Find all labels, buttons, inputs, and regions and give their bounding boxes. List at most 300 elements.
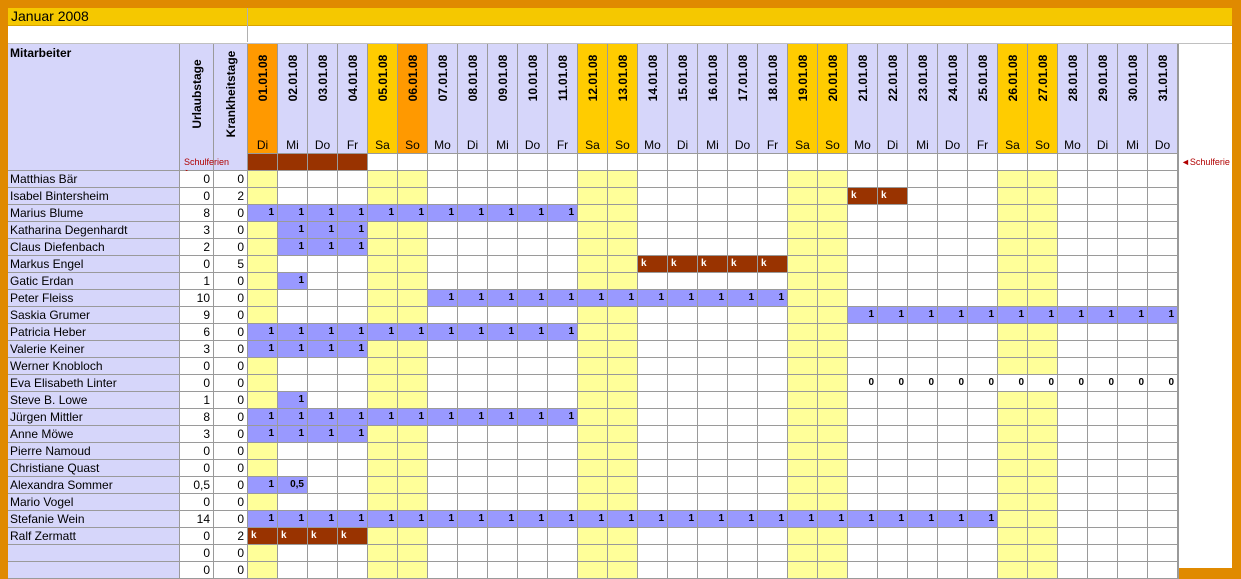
- day-cell[interactable]: [878, 426, 908, 443]
- day-cell[interactable]: [608, 307, 638, 324]
- vacation-days-cell[interactable]: 10: [180, 290, 214, 307]
- day-cell[interactable]: [398, 188, 428, 205]
- day-cell[interactable]: [908, 443, 938, 460]
- day-cell[interactable]: [608, 256, 638, 273]
- day-cell[interactable]: [548, 239, 578, 256]
- day-cell[interactable]: [788, 256, 818, 273]
- day-cell[interactable]: [818, 290, 848, 307]
- day-cell[interactable]: [248, 392, 278, 409]
- day-cell[interactable]: [518, 426, 548, 443]
- day-cell[interactable]: [848, 562, 878, 579]
- day-cell[interactable]: [698, 562, 728, 579]
- day-cell[interactable]: [1058, 494, 1088, 511]
- day-cell[interactable]: [638, 511, 668, 528]
- day-cell[interactable]: [578, 205, 608, 222]
- day-cell[interactable]: [668, 222, 698, 239]
- day-cell[interactable]: [308, 392, 338, 409]
- day-cell[interactable]: [938, 290, 968, 307]
- day-cell[interactable]: [788, 562, 818, 579]
- day-cell[interactable]: [338, 171, 368, 188]
- day-cell[interactable]: [428, 188, 458, 205]
- day-cell[interactable]: [1058, 562, 1088, 579]
- day-cell[interactable]: [548, 171, 578, 188]
- day-cell[interactable]: [788, 477, 818, 494]
- day-cell[interactable]: [1058, 307, 1088, 324]
- day-cell[interactable]: [638, 545, 668, 562]
- employee-name[interactable]: Steve B. Lowe: [8, 392, 180, 409]
- day-cell[interactable]: [548, 222, 578, 239]
- day-cell[interactable]: [1088, 392, 1118, 409]
- day-cell[interactable]: [338, 477, 368, 494]
- day-cell[interactable]: [998, 358, 1028, 375]
- day-cell[interactable]: [458, 494, 488, 511]
- day-cell[interactable]: [368, 222, 398, 239]
- day-cell[interactable]: [458, 426, 488, 443]
- day-cell[interactable]: [938, 307, 968, 324]
- day-cell[interactable]: [908, 409, 938, 426]
- day-cell[interactable]: [608, 443, 638, 460]
- day-cell[interactable]: [878, 562, 908, 579]
- day-cell[interactable]: [338, 273, 368, 290]
- day-cell[interactable]: [998, 426, 1028, 443]
- day-cell[interactable]: [1028, 528, 1058, 545]
- day-cell[interactable]: [458, 562, 488, 579]
- day-cell[interactable]: [578, 239, 608, 256]
- day-cell[interactable]: [788, 171, 818, 188]
- day-cell[interactable]: [518, 477, 548, 494]
- vacation-days-cell[interactable]: 3: [180, 341, 214, 358]
- day-cell[interactable]: [608, 562, 638, 579]
- day-cell[interactable]: [1088, 171, 1118, 188]
- day-cell[interactable]: [488, 256, 518, 273]
- employee-name[interactable]: Marius Blume: [8, 205, 180, 222]
- day-cell[interactable]: [668, 188, 698, 205]
- day-cell[interactable]: [338, 528, 368, 545]
- day-cell[interactable]: [518, 256, 548, 273]
- day-cell[interactable]: [608, 171, 638, 188]
- day-cell[interactable]: [1148, 239, 1178, 256]
- day-cell[interactable]: [668, 443, 698, 460]
- day-cell[interactable]: [368, 494, 398, 511]
- day-cell[interactable]: [998, 528, 1028, 545]
- day-cell[interactable]: [368, 511, 398, 528]
- day-cell[interactable]: [518, 545, 548, 562]
- day-cell[interactable]: [308, 375, 338, 392]
- day-cell[interactable]: [1058, 256, 1088, 273]
- day-cell[interactable]: [698, 307, 728, 324]
- day-cell[interactable]: [338, 443, 368, 460]
- day-cell[interactable]: [548, 392, 578, 409]
- day-cell[interactable]: [548, 256, 578, 273]
- day-cell[interactable]: [248, 171, 278, 188]
- day-cell[interactable]: [1118, 511, 1148, 528]
- day-cell[interactable]: [278, 494, 308, 511]
- day-cell[interactable]: [1148, 222, 1178, 239]
- day-cell[interactable]: [1148, 307, 1178, 324]
- day-cell[interactable]: [818, 562, 848, 579]
- employee-name[interactable]: Valerie Keiner: [8, 341, 180, 358]
- day-cell[interactable]: [758, 256, 788, 273]
- day-cell[interactable]: [578, 545, 608, 562]
- day-cell[interactable]: [278, 443, 308, 460]
- day-cell[interactable]: [1028, 375, 1058, 392]
- day-cell[interactable]: [278, 511, 308, 528]
- day-cell[interactable]: [638, 562, 668, 579]
- day-cell[interactable]: [638, 290, 668, 307]
- day-cell[interactable]: [458, 273, 488, 290]
- day-cell[interactable]: [428, 426, 458, 443]
- employee-name[interactable]: Isabel Bintersheim: [8, 188, 180, 205]
- day-cell[interactable]: [608, 358, 638, 375]
- day-cell[interactable]: [878, 443, 908, 460]
- day-cell[interactable]: [758, 307, 788, 324]
- day-cell[interactable]: [398, 273, 428, 290]
- day-cell[interactable]: [1028, 511, 1058, 528]
- day-cell[interactable]: [1148, 205, 1178, 222]
- day-cell[interactable]: [518, 273, 548, 290]
- day-cell[interactable]: [818, 171, 848, 188]
- day-cell[interactable]: [1088, 443, 1118, 460]
- day-cell[interactable]: [908, 324, 938, 341]
- day-cell[interactable]: [398, 460, 428, 477]
- day-cell[interactable]: [428, 171, 458, 188]
- day-cell[interactable]: [1088, 460, 1118, 477]
- day-cell[interactable]: [908, 205, 938, 222]
- day-cell[interactable]: [338, 545, 368, 562]
- day-cell[interactable]: [758, 358, 788, 375]
- day-cell[interactable]: [278, 205, 308, 222]
- day-cell[interactable]: [788, 188, 818, 205]
- employee-name[interactable]: Pierre Namoud: [8, 443, 180, 460]
- day-cell[interactable]: [848, 205, 878, 222]
- day-cell[interactable]: [938, 222, 968, 239]
- day-cell[interactable]: [938, 205, 968, 222]
- day-cell[interactable]: [338, 562, 368, 579]
- day-cell[interactable]: [788, 273, 818, 290]
- employee-name[interactable]: Gatic Erdan: [8, 273, 180, 290]
- day-cell[interactable]: [278, 324, 308, 341]
- day-cell[interactable]: [698, 290, 728, 307]
- day-cell[interactable]: [668, 528, 698, 545]
- day-cell[interactable]: [338, 222, 368, 239]
- day-cell[interactable]: [938, 477, 968, 494]
- day-cell[interactable]: [518, 239, 548, 256]
- day-cell[interactable]: [908, 358, 938, 375]
- day-cell[interactable]: [758, 511, 788, 528]
- day-cell[interactable]: [1028, 205, 1058, 222]
- day-cell[interactable]: [398, 341, 428, 358]
- day-cell[interactable]: [368, 460, 398, 477]
- day-cell[interactable]: [1148, 409, 1178, 426]
- day-cell[interactable]: [758, 341, 788, 358]
- day-cell[interactable]: [308, 205, 338, 222]
- day-cell[interactable]: [308, 256, 338, 273]
- day-cell[interactable]: [698, 494, 728, 511]
- day-cell[interactable]: [698, 239, 728, 256]
- day-cell[interactable]: [518, 494, 548, 511]
- day-cell[interactable]: [968, 307, 998, 324]
- day-cell[interactable]: [1148, 375, 1178, 392]
- day-cell[interactable]: [908, 307, 938, 324]
- day-cell[interactable]: [848, 477, 878, 494]
- day-cell[interactable]: [248, 290, 278, 307]
- day-cell[interactable]: [578, 426, 608, 443]
- day-cell[interactable]: [1058, 188, 1088, 205]
- day-cell[interactable]: [428, 341, 458, 358]
- day-cell[interactable]: [248, 443, 278, 460]
- day-cell[interactable]: [1028, 426, 1058, 443]
- day-cell[interactable]: [668, 426, 698, 443]
- employee-name[interactable]: Werner Knobloch: [8, 358, 180, 375]
- day-cell[interactable]: [668, 460, 698, 477]
- day-cell[interactable]: [878, 188, 908, 205]
- day-cell[interactable]: [548, 358, 578, 375]
- day-cell[interactable]: [308, 358, 338, 375]
- day-cell[interactable]: [1118, 307, 1148, 324]
- day-cell[interactable]: [818, 528, 848, 545]
- day-cell[interactable]: [518, 392, 548, 409]
- day-cell[interactable]: [248, 341, 278, 358]
- day-cell[interactable]: [428, 477, 458, 494]
- day-cell[interactable]: [278, 171, 308, 188]
- day-cell[interactable]: [878, 307, 908, 324]
- day-cell[interactable]: [998, 511, 1028, 528]
- day-cell[interactable]: [908, 171, 938, 188]
- employee-name[interactable]: Saskia Grumer: [8, 307, 180, 324]
- day-cell[interactable]: [548, 188, 578, 205]
- day-cell[interactable]: [818, 375, 848, 392]
- day-cell[interactable]: [638, 392, 668, 409]
- day-cell[interactable]: [308, 545, 338, 562]
- day-cell[interactable]: [848, 256, 878, 273]
- day-cell[interactable]: [818, 494, 848, 511]
- day-cell[interactable]: [458, 222, 488, 239]
- day-cell[interactable]: [638, 426, 668, 443]
- day-cell[interactable]: [1088, 409, 1118, 426]
- day-cell[interactable]: [488, 528, 518, 545]
- day-cell[interactable]: [608, 545, 638, 562]
- day-cell[interactable]: [818, 273, 848, 290]
- day-cell[interactable]: [878, 460, 908, 477]
- day-cell[interactable]: [668, 290, 698, 307]
- day-cell[interactable]: [368, 239, 398, 256]
- day-cell[interactable]: [578, 562, 608, 579]
- employee-name[interactable]: Markus Engel: [8, 256, 180, 273]
- day-cell[interactable]: [488, 273, 518, 290]
- day-cell[interactable]: [1118, 171, 1148, 188]
- day-cell[interactable]: [488, 341, 518, 358]
- day-cell[interactable]: [458, 443, 488, 460]
- day-cell[interactable]: [1118, 426, 1148, 443]
- day-cell[interactable]: [608, 324, 638, 341]
- day-cell[interactable]: [338, 494, 368, 511]
- day-cell[interactable]: [368, 477, 398, 494]
- day-cell[interactable]: [398, 545, 428, 562]
- day-cell[interactable]: [548, 528, 578, 545]
- employee-name[interactable]: [8, 562, 180, 579]
- day-cell[interactable]: [998, 290, 1028, 307]
- day-cell[interactable]: [578, 477, 608, 494]
- day-cell[interactable]: [998, 222, 1028, 239]
- day-cell[interactable]: [638, 528, 668, 545]
- day-cell[interactable]: [308, 562, 338, 579]
- day-cell[interactable]: [938, 409, 968, 426]
- day-cell[interactable]: [1118, 222, 1148, 239]
- day-cell[interactable]: [878, 545, 908, 562]
- day-cell[interactable]: [278, 545, 308, 562]
- day-cell[interactable]: [1148, 290, 1178, 307]
- day-cell[interactable]: [668, 392, 698, 409]
- day-cell[interactable]: [1118, 409, 1148, 426]
- day-cell[interactable]: [758, 494, 788, 511]
- day-cell[interactable]: [1058, 324, 1088, 341]
- day-cell[interactable]: [1148, 341, 1178, 358]
- day-cell[interactable]: [1088, 205, 1118, 222]
- day-cell[interactable]: [518, 443, 548, 460]
- day-cell[interactable]: [1058, 409, 1088, 426]
- day-cell[interactable]: [908, 511, 938, 528]
- day-cell[interactable]: [908, 256, 938, 273]
- day-cell[interactable]: [248, 511, 278, 528]
- employee-name[interactable]: Eva Elisabeth Linter: [8, 375, 180, 392]
- day-cell[interactable]: [488, 307, 518, 324]
- day-cell[interactable]: [1148, 511, 1178, 528]
- vacation-days-cell[interactable]: 0,5: [180, 477, 214, 494]
- day-cell[interactable]: [938, 460, 968, 477]
- day-cell[interactable]: [428, 460, 458, 477]
- day-cell[interactable]: [278, 477, 308, 494]
- day-cell[interactable]: [1088, 358, 1118, 375]
- day-cell[interactable]: [1118, 443, 1148, 460]
- day-cell[interactable]: [398, 443, 428, 460]
- day-cell[interactable]: [488, 375, 518, 392]
- day-cell[interactable]: [608, 392, 638, 409]
- sick-days-cell[interactable]: 0: [214, 205, 248, 222]
- day-cell[interactable]: [638, 171, 668, 188]
- day-cell[interactable]: [938, 358, 968, 375]
- day-cell[interactable]: [368, 545, 398, 562]
- day-cell[interactable]: [548, 443, 578, 460]
- day-cell[interactable]: [278, 392, 308, 409]
- day-cell[interactable]: [278, 290, 308, 307]
- day-cell[interactable]: [938, 511, 968, 528]
- day-cell[interactable]: [548, 324, 578, 341]
- day-cell[interactable]: [638, 494, 668, 511]
- day-cell[interactable]: [728, 239, 758, 256]
- day-cell[interactable]: [1118, 392, 1148, 409]
- day-cell[interactable]: [758, 239, 788, 256]
- day-cell[interactable]: [1028, 256, 1058, 273]
- sick-days-cell[interactable]: 0: [214, 239, 248, 256]
- employee-name[interactable]: Ralf Zermatt: [8, 528, 180, 545]
- employee-name[interactable]: Claus Diefenbach: [8, 239, 180, 256]
- day-cell[interactable]: [338, 358, 368, 375]
- day-cell[interactable]: [1118, 545, 1148, 562]
- vacation-days-cell[interactable]: 8: [180, 205, 214, 222]
- day-cell[interactable]: [458, 477, 488, 494]
- day-cell[interactable]: [668, 205, 698, 222]
- day-cell[interactable]: [428, 511, 458, 528]
- day-cell[interactable]: [338, 307, 368, 324]
- day-cell[interactable]: [248, 222, 278, 239]
- sick-days-cell[interactable]: 2: [214, 528, 248, 545]
- day-cell[interactable]: [1148, 358, 1178, 375]
- day-cell[interactable]: [368, 375, 398, 392]
- day-cell[interactable]: [308, 188, 338, 205]
- day-cell[interactable]: [1118, 273, 1148, 290]
- day-cell[interactable]: [248, 460, 278, 477]
- employee-name[interactable]: Christiane Quast: [8, 460, 180, 477]
- day-cell[interactable]: [758, 205, 788, 222]
- day-cell[interactable]: [878, 528, 908, 545]
- day-cell[interactable]: [878, 290, 908, 307]
- day-cell[interactable]: [308, 273, 338, 290]
- sick-days-cell[interactable]: 0: [214, 273, 248, 290]
- day-cell[interactable]: [788, 358, 818, 375]
- day-cell[interactable]: [1058, 477, 1088, 494]
- day-cell[interactable]: [368, 171, 398, 188]
- day-cell[interactable]: [398, 375, 428, 392]
- day-cell[interactable]: [938, 188, 968, 205]
- day-cell[interactable]: [728, 307, 758, 324]
- day-cell[interactable]: [758, 273, 788, 290]
- vacation-days-cell[interactable]: 1: [180, 273, 214, 290]
- day-cell[interactable]: [488, 222, 518, 239]
- day-cell[interactable]: [488, 171, 518, 188]
- day-cell[interactable]: [1088, 290, 1118, 307]
- day-cell[interactable]: [368, 290, 398, 307]
- sick-days-cell[interactable]: 0: [214, 392, 248, 409]
- day-cell[interactable]: [398, 528, 428, 545]
- vacation-days-cell[interactable]: 14: [180, 511, 214, 528]
- day-cell[interactable]: [668, 273, 698, 290]
- day-cell[interactable]: [938, 443, 968, 460]
- day-cell[interactable]: [1118, 528, 1148, 545]
- day-cell[interactable]: [518, 562, 548, 579]
- day-cell[interactable]: [698, 528, 728, 545]
- sick-days-cell[interactable]: 5: [214, 256, 248, 273]
- day-cell[interactable]: [878, 511, 908, 528]
- day-cell[interactable]: [668, 562, 698, 579]
- day-cell[interactable]: [458, 256, 488, 273]
- day-cell[interactable]: [848, 358, 878, 375]
- day-cell[interactable]: [908, 392, 938, 409]
- day-cell[interactable]: [998, 392, 1028, 409]
- day-cell[interactable]: [338, 375, 368, 392]
- day-cell[interactable]: [458, 341, 488, 358]
- day-cell[interactable]: [848, 528, 878, 545]
- day-cell[interactable]: [968, 562, 998, 579]
- day-cell[interactable]: [968, 256, 998, 273]
- day-cell[interactable]: [818, 324, 848, 341]
- day-cell[interactable]: [968, 392, 998, 409]
- day-cell[interactable]: [998, 477, 1028, 494]
- sick-days-cell[interactable]: 0: [214, 562, 248, 579]
- day-cell[interactable]: [338, 426, 368, 443]
- day-cell[interactable]: [248, 426, 278, 443]
- day-cell[interactable]: [278, 341, 308, 358]
- day-cell[interactable]: [278, 528, 308, 545]
- day-cell[interactable]: [758, 460, 788, 477]
- day-cell[interactable]: [638, 205, 668, 222]
- day-cell[interactable]: [308, 511, 338, 528]
- day-cell[interactable]: [428, 443, 458, 460]
- day-cell[interactable]: [1058, 358, 1088, 375]
- day-cell[interactable]: [488, 494, 518, 511]
- day-cell[interactable]: [368, 205, 398, 222]
- day-cell[interactable]: [428, 545, 458, 562]
- sick-days-cell[interactable]: 0: [214, 290, 248, 307]
